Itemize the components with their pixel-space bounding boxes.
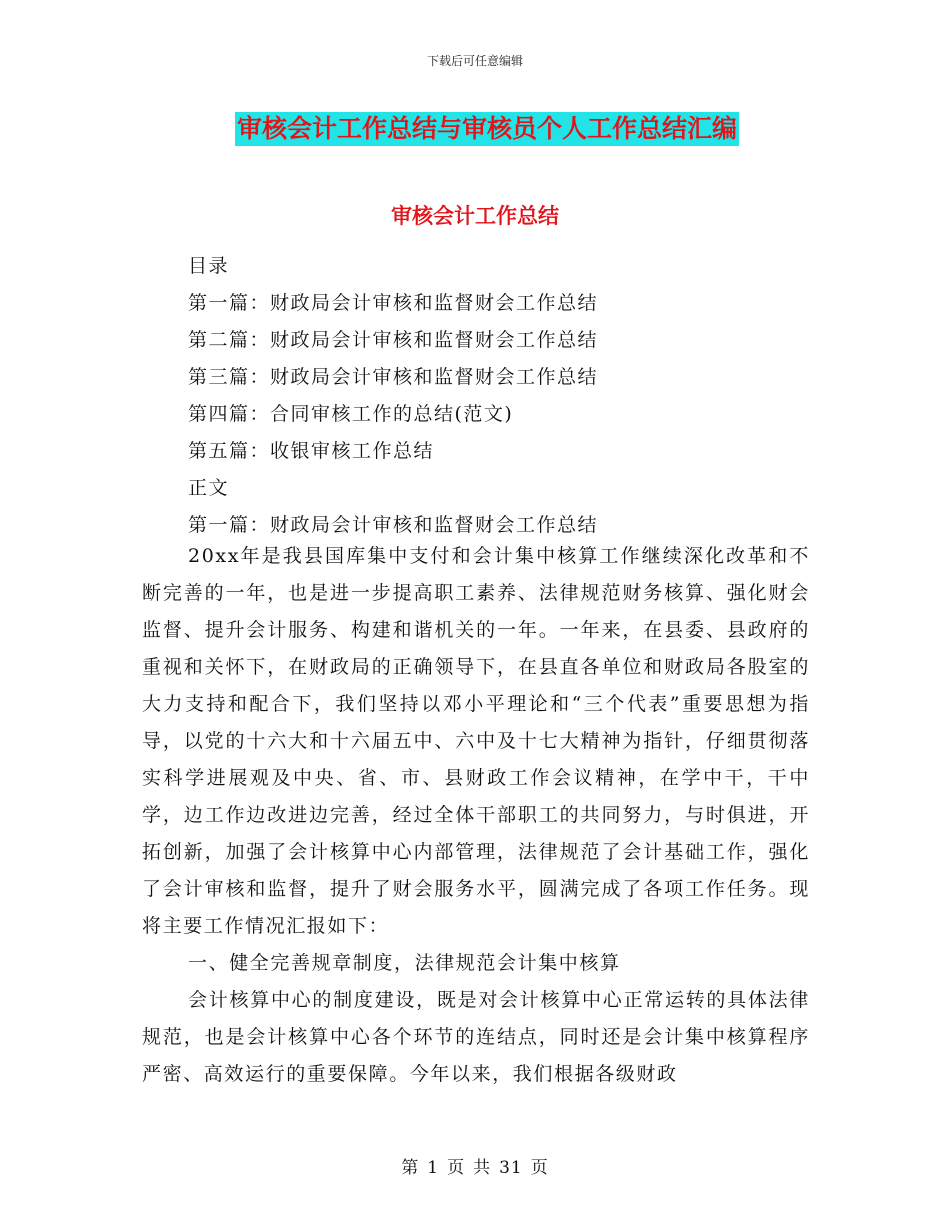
body-paragraph: 会计核算中心的制度建设，既是对会计核算中心正常运转的具体法律规范，也是会计核算中心各个环节的连结点，同时还是会计集中核算程序严密、高效运行的重要保障。今年以来，我们根据各级财政 (142, 989, 810, 1085)
footer-text: 页 (530, 1158, 549, 1178)
section-title: 审核会计工作总结 (391, 204, 559, 228)
toc-item: 第一篇：财政局会计审核和监督财会工作总结 (188, 292, 599, 314)
footer-text: 页 (447, 1158, 466, 1178)
body-heading: 正文 (188, 477, 230, 499)
page-number: 1 (427, 1158, 440, 1178)
toc-item: 第五篇：收银审核工作总结 (188, 440, 435, 462)
page-total: 31 (499, 1158, 523, 1178)
document-title: 审核会计工作总结与审核员个人工作总结汇编 (235, 112, 739, 146)
toc-item: 第二篇：财政局会计审核和监督财会工作总结 (188, 329, 599, 351)
toc-heading: 目录 (188, 255, 230, 277)
footer-text: 第 (401, 1158, 420, 1178)
body-paragraph: 20xx年是我县国库集中支付和会计集中核算工作继续深化改革和不断完善的一年，也是进一步提高职工素养、法律规范财务核算、强化财会监督、提升会计服务、构建和谐机关的一年。一年来，在县委、县政府的重视和关怀下，在财政局的正确领导下，在县直各单位和财政局各股室的大力支持和配合下，我们坚持以邓小平理论和“三个代表”重要思想为指导，以党的十六大和十六届五中、六中及十七大精神为指针，仔细贯彻落实科学进展观及中央、省、市、县财政工作会议精神，在学中干，干中学，边工作边改进边完善，经过全体干部职工的共同努力，与时俱进，开拓创新，加强了会计核算中心内部管理，法律规范了会计基础工作，强化了会计审核和监督，提升了财会服务水平，圆满完成了各项工作任务。现将主要工作情况汇报如下： (142, 545, 810, 937)
footer-text: 共 (473, 1158, 492, 1178)
article-heading: 第一篇：财政局会计审核和监督财会工作总结 (188, 514, 599, 536)
toc-item: 第三篇：财政局会计审核和监督财会工作总结 (188, 366, 599, 388)
document-body (142, 538, 810, 1093)
page-footer (0, 1153, 950, 1178)
page-header-note: 下载后可任意编辑 (426, 54, 523, 68)
body-subheading: 一、健全完善规章制度，法律规范会计集中核算 (188, 952, 621, 974)
toc-item: 第四篇：合同审核工作的总结(范文) (188, 403, 514, 425)
table-of-contents (188, 248, 598, 544)
